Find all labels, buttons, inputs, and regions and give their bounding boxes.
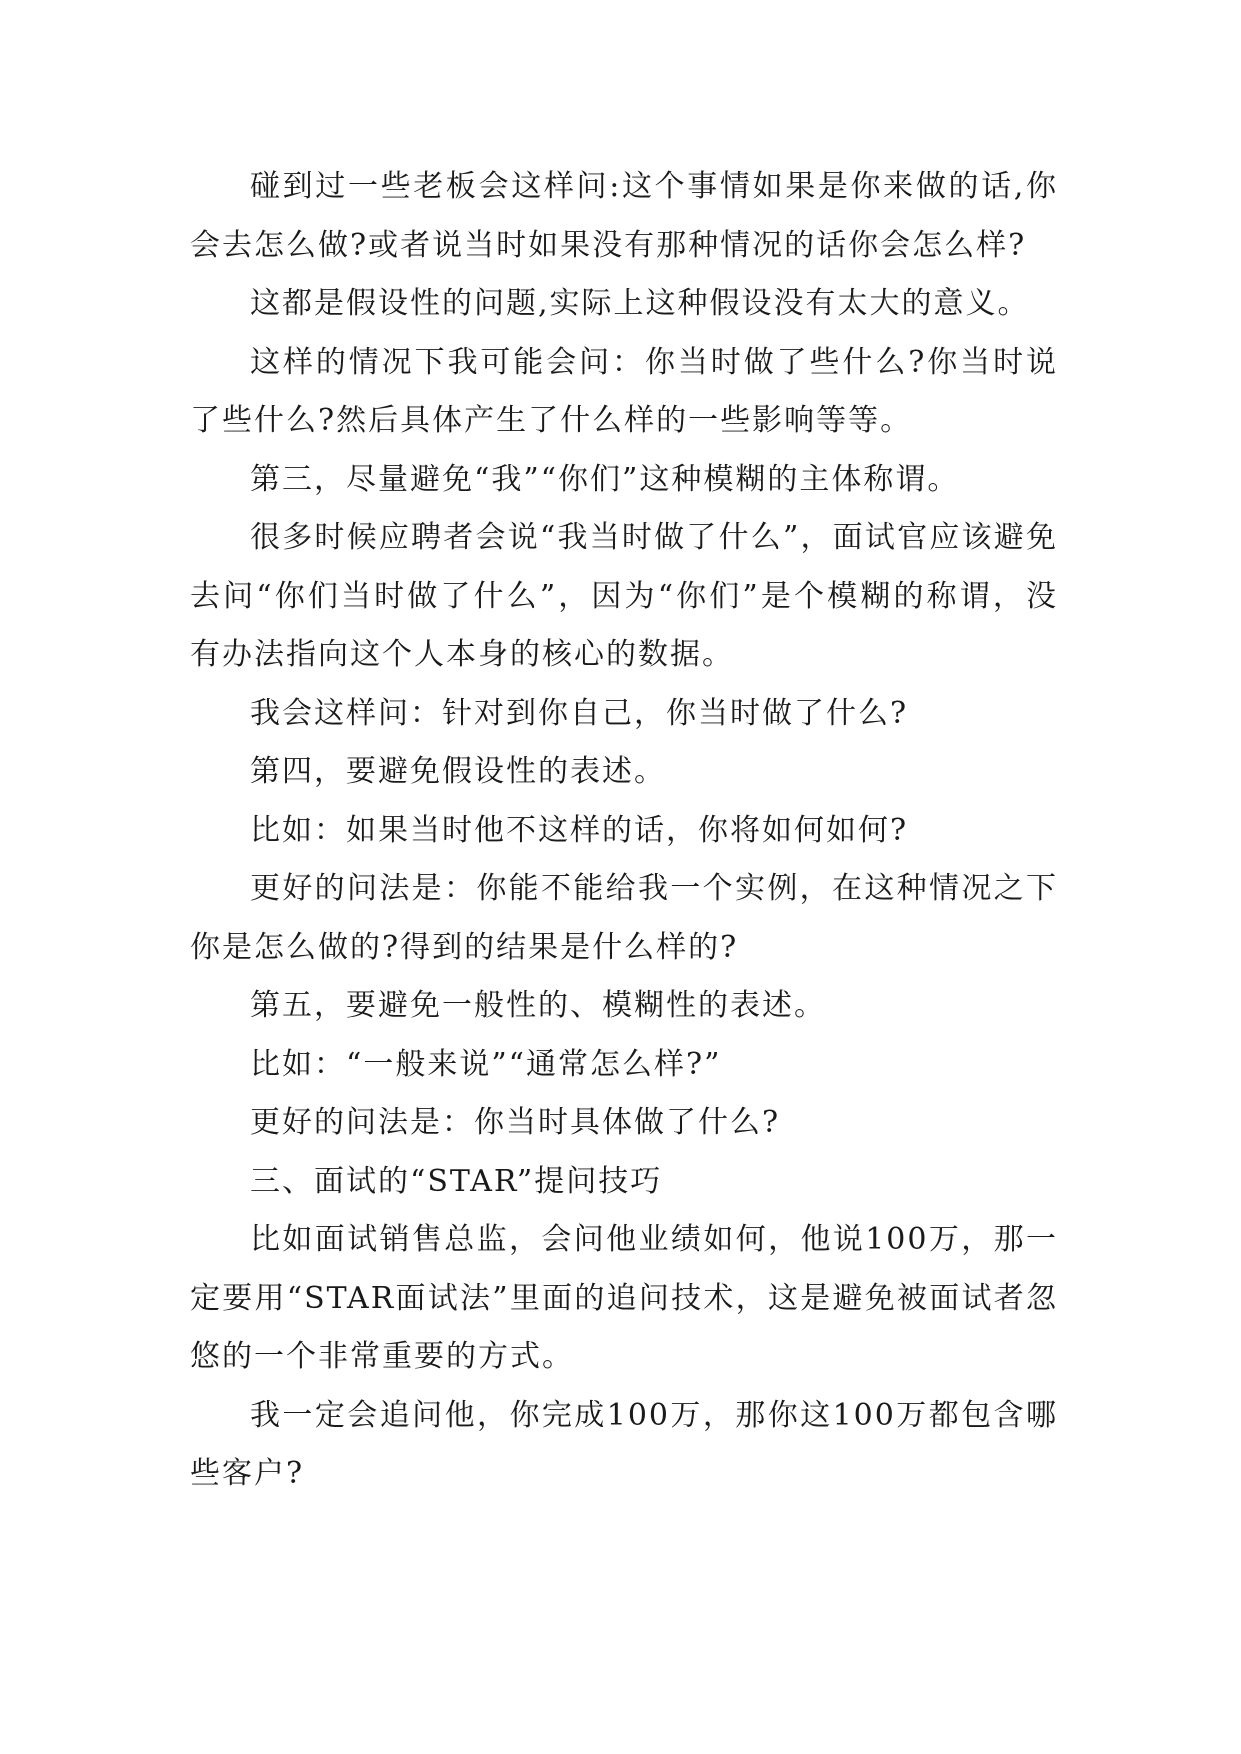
paragraph-1: 碰到过一些老板会这样问:这个事情如果是你来做的话,你会去怎么做?或者说当时如果没有那种情况的话你会怎么样? bbox=[190, 169, 1058, 263]
paragraph-10: 第五，要避免一般性的、模糊性的表述。 bbox=[250, 988, 826, 1023]
paragraph-7: 第四，要避免假设性的表述。 bbox=[250, 754, 666, 789]
section-heading: 三、面试的“STAR”提问技巧 bbox=[250, 1163, 663, 1199]
paragraph-5: 很多时候应聘者会说“我当时做了什么”，面试官应该避免去问“你们当时做了什么”，因为“你们”是个模糊的称谓，没有办法指向这个人本身的核心的数据。 bbox=[190, 520, 1058, 672]
paragraph-14: 比如面试销售总监，会问他业绩如何，他说100万，那一定要用“STAR面试法”里面的追问技术，这是避免被面试者忽悠的一个非常重要的方式。 bbox=[190, 1222, 1058, 1374]
paragraph-4: 第三，尽量避免“我”“你们”这种模糊的主体称谓。 bbox=[250, 461, 960, 497]
paragraph-9: 更好的问法是：你能不能给我一个实例，在这种情况之下你是怎么做的?得到的结果是什么样的? bbox=[190, 871, 1058, 965]
paragraph-12: 更好的问法是：你当时具体做了什么? bbox=[250, 1105, 781, 1140]
paragraph-15: 我一定会追问他，你完成100万，那你这100万都包含哪些客户? bbox=[190, 1397, 1058, 1491]
paragraph-8: 比如：如果当时他不这样的话，你将如何如何? bbox=[250, 812, 909, 848]
document-body bbox=[190, 158, 1058, 1504]
paragraph-11: 比如：“一般来说”“通常怎么样?” bbox=[250, 1046, 722, 1082]
paragraph-3: 这样的情况下我可能会问：你当时做了些什么?你当时说了些什么?然后具体产生了什么样的一些影响等等。 bbox=[190, 344, 1058, 438]
paragraph-2: 这都是假设性的问题,实际上这种假设没有太大的意义。 bbox=[250, 286, 1030, 321]
paragraph-6: 我会这样问：针对到你自己，你当时做了什么? bbox=[250, 695, 909, 731]
